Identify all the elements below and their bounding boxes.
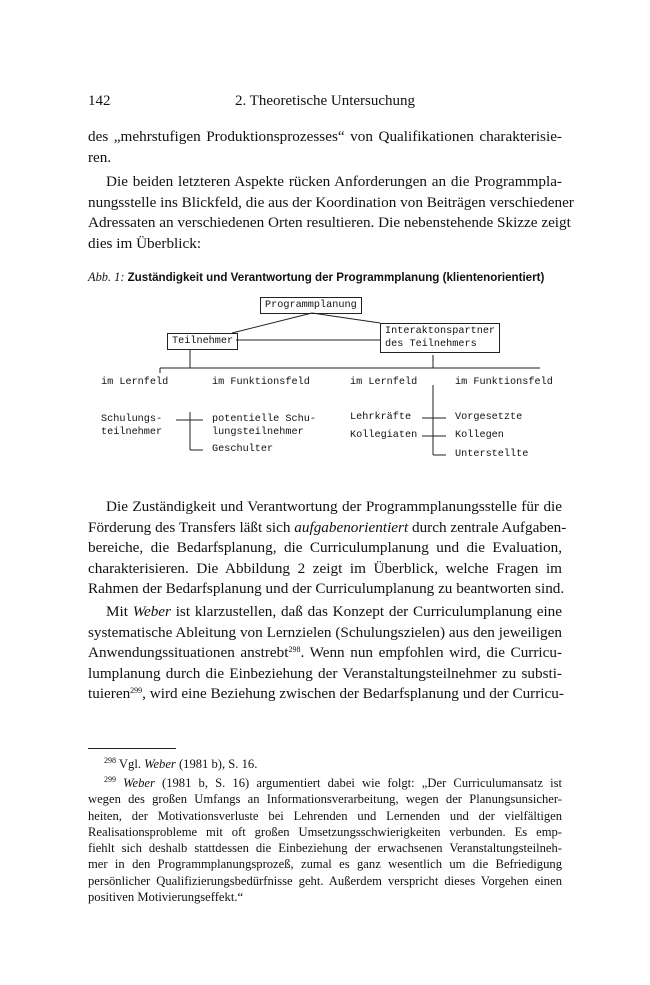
text-line: Die beiden letzteren Aspekte rücken Anforderungen an die Programmpla- — [106, 173, 562, 190]
item-line: lungsteilnehmer — [212, 427, 304, 438]
item-unterstellte: Unterstellte — [455, 449, 529, 460]
page-number: 142 — [88, 93, 111, 109]
item-vorgesetzte: Vorgesetzte — [455, 412, 523, 423]
column-head-lernfeld-1: im Lernfeld — [101, 377, 169, 388]
figure-title: Zuständigkeit und Verantwortung der Programmplanung (klientenorientiert) — [127, 271, 545, 284]
footnote-line: positiven Motivierungseffekt.“ — [88, 890, 244, 905]
text-run: Vgl. — [118, 757, 145, 771]
column-head-funktionsfeld-2: im Funktionsfeld — [455, 377, 553, 388]
text-run: (1981 b), S. 16. — [175, 757, 258, 771]
text-run: (1981 b, S. 16) argumentiert dabei wie folgt: „Der Curriculumansatz ist — [154, 776, 562, 790]
text-line: nungsstelle ins Blickfeld, die aus der Koordination von Beiträgen verschiedener — [88, 193, 574, 211]
text-run: durch zentrale Aufgaben- — [408, 518, 567, 536]
footnote-number: 299 — [104, 775, 116, 784]
footnote-line — [88, 775, 562, 791]
paragraph-3 — [88, 497, 567, 600]
emphasis: Weber — [132, 603, 171, 620]
text-line: bereiche, die Bedarfsplanung, die Curriculumplanung und die Evaluation, — [88, 539, 562, 557]
column-head-funktionsfeld-1: im Funktionsfeld — [212, 377, 310, 388]
item-geschulter: Geschulter — [212, 444, 274, 455]
text-line: lumplanung durch die Einbeziehung der Veranstaltungsteilnehmer zu substi- — [88, 664, 562, 682]
text-line: Adressaten an verschiedenen Orten resultieren. Die nebenstehende Skizze zeigt — [88, 214, 571, 232]
text-line: dies im Überblick: — [88, 234, 202, 252]
column-head-lernfeld-2: im Lernfeld — [350, 377, 418, 388]
item-lehrkraefte: Lehrkräfte — [350, 412, 412, 423]
item-kollegen: Kollegen — [455, 430, 504, 441]
text-run: tuieren — [88, 685, 131, 703]
text-line: Die Zuständigkeit und Verantwortung der Programmplanungsstelle für die — [106, 498, 562, 515]
node-interaktionspartner-line1: Interaktonspartner — [385, 326, 496, 337]
paragraph-4 — [88, 602, 562, 705]
item-schulungsteilnehmer — [101, 413, 162, 439]
text-line: charakterisieren. Die Abbildung 2 zeigt im Überblick, welche Fragen im — [88, 559, 562, 577]
text-run: Anwendungssituationen anstrebt — [88, 644, 289, 662]
item-line: teilnehmer — [101, 427, 163, 438]
text-line: des „mehrstufigen Produktionsprozesses“ von Qualifikationen charakterisie- — [88, 128, 562, 145]
footnote-298 — [88, 756, 562, 772]
text-run: , wird eine Beziehung zwischen der Bedarfsplanung und der Curricu- — [142, 685, 564, 703]
footnote-divider — [88, 748, 176, 749]
item-potentielle-schulungsteilnehmer — [212, 413, 316, 439]
footnote-ref-299[interactable]: 299 — [130, 686, 143, 696]
footnote-line: fiehlt sich deshalb stattdessen die Einbeziehung der erwachsenen Veranstaltungsteilneh- — [88, 841, 562, 856]
text-run: . Wenn nun empfohlen wird, die Curricu- — [300, 644, 563, 662]
node-teilnehmer: Teilnehmer — [167, 333, 238, 350]
text-line: ren. — [88, 148, 112, 166]
node-interaktionspartner-line2: des Teilnehmers — [385, 339, 477, 350]
emphasis: Weber — [144, 757, 176, 771]
text-run: ist klarzustellen, daß das Konzept der Curriculumplanung eine — [170, 603, 562, 620]
text-line — [88, 643, 562, 664]
footnote-line: heiten, der Motivationsverluste bei Lehrenden und Lernenden und der vielfältigen — [88, 808, 562, 823]
footnote-line — [88, 756, 562, 772]
footnote-line: mer in den Programmplanungsprozeß, zumal es ganz wesentlich um die Befriedigung — [88, 857, 562, 872]
node-interaktionspartner — [380, 323, 500, 353]
text-line: systematische Ableitung von Lernzielen (Schulungszielen) aus den jeweiligen — [88, 623, 562, 641]
footnote-line: Realisationsprobleme mit oft großen Umsetzungsschwierigkeiten verbunden. Es emp- — [88, 824, 562, 839]
text-line-with-emphasis — [88, 518, 567, 539]
footnote-line: wegen des großen Umfangs an Informationsverarbeitung, wegen der Planungsunsicher- — [88, 792, 562, 807]
text-line — [88, 684, 562, 705]
footnote-299 — [88, 775, 562, 905]
figure-label: Abb. 1: — [88, 270, 125, 284]
item-line: potentielle Schu- — [212, 414, 316, 425]
footnote-line: persönlicher Qualifizierungsbedürfnisse geht. Außerdem verspricht dieses Vorgehen einen — [88, 873, 562, 888]
text-line — [88, 602, 562, 623]
running-head: 2. Theoretische Untersuchung — [234, 93, 416, 109]
text-run: Mit — [106, 603, 133, 620]
item-kollegiaten: Kollegiaten — [350, 430, 418, 441]
footnote-ref-298[interactable]: 298 — [288, 645, 301, 655]
emphasis: Weber — [123, 776, 155, 790]
emphasis: aufgabenorientiert — [294, 518, 409, 536]
footnote-number: 298 — [104, 756, 116, 765]
text-line: Rahmen der Bedarfsplanung und der Curriculumplanung zu beantworten sind. — [88, 580, 565, 598]
text-run: Förderung des Transfers läßt sich — [88, 518, 295, 536]
item-line: Schulungs- — [101, 414, 163, 425]
node-programmplanung: Programmplanung — [260, 297, 362, 314]
